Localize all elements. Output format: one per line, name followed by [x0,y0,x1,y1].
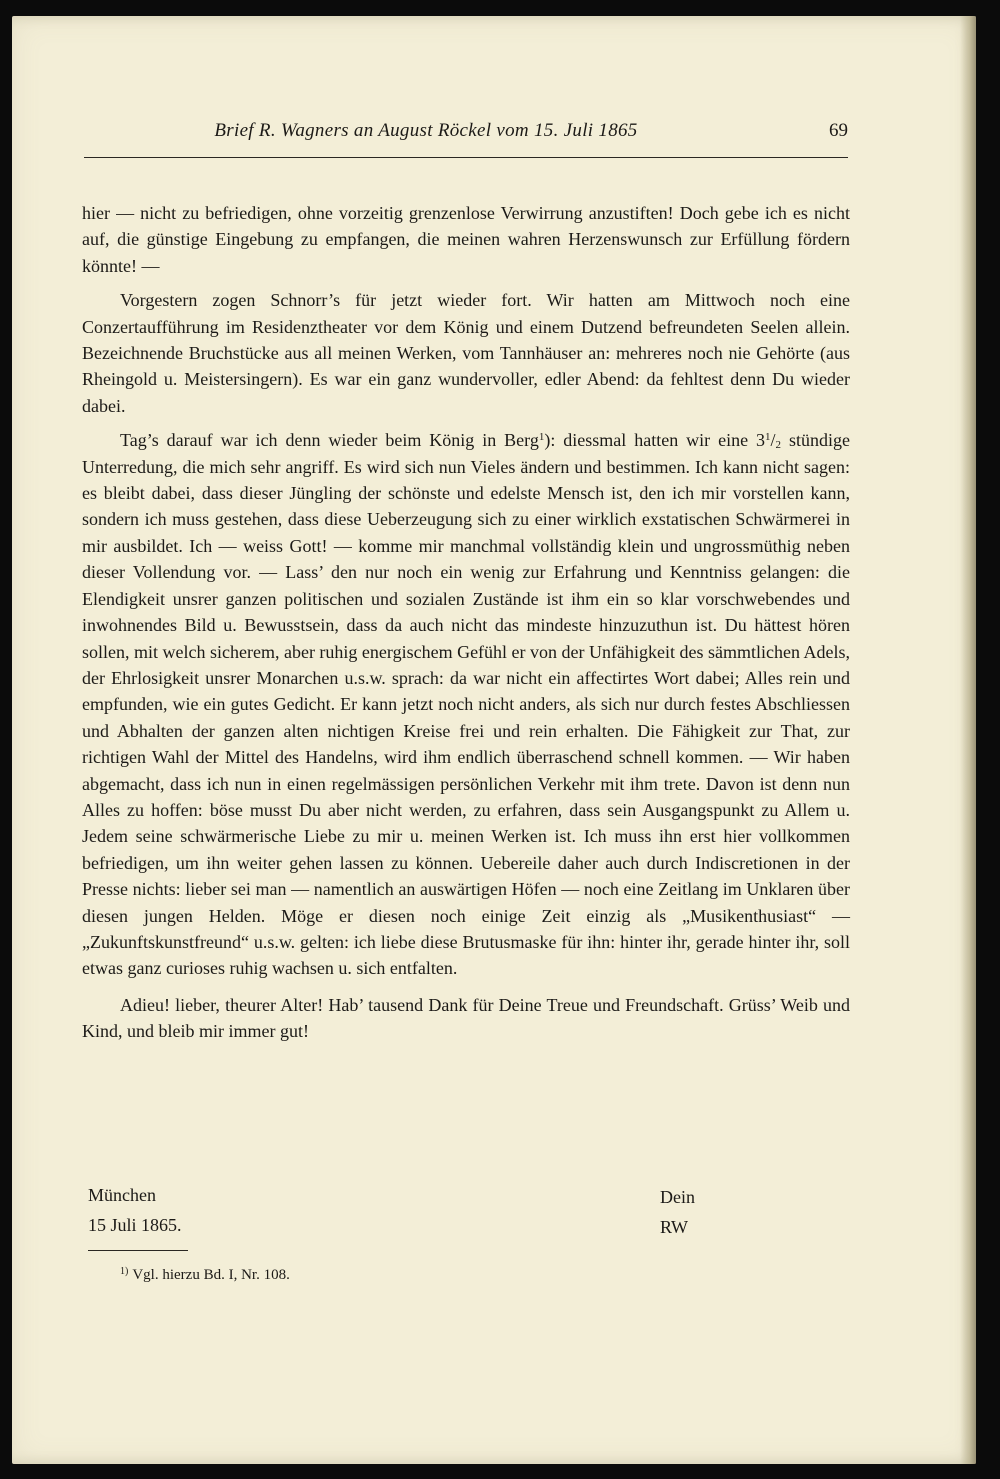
running-header [84,118,848,146]
salutation-and-signature [660,1182,695,1242]
header-rule [84,157,848,158]
closing-salutation: Dein [660,1187,695,1207]
paragraph-3 [82,427,850,982]
closing-signature: RW [660,1217,689,1237]
fraction-slash: / [770,430,776,451]
closing-date: 15 Juli 1865. [88,1215,182,1235]
place-and-date [88,1180,182,1240]
paragraph-3-part-b: ): diessmal hatten wir eine [544,430,757,451]
letter-body [82,200,850,1045]
page-spine-shadow [960,16,976,1464]
paragraph-3-part-c: stündige Unterredung, die mich sehr angriff. Es wird sich nun Vieles ändern und bestimmen. Ich kann nicht sagen: es bleibt dabei, dass dieser Jüngling der schönste und edelste Mensch ist, den ich mir vorstellen kann, sondern ich muss gestehen, dass diese Ueberzeugung sich zu einer wirklich exstatischen Schwärmerei in mir ausbildet. Ich — weiss Gott! — komme mir manchmal vollständig klein und ungrossmüthig neben dieser Vollendung vor. — Lass’ den nur noch ein wenig zur Erfahrung und Kenntniss gelangen: die Elendigkeit unsrer ganzen politischen und sozialen Zustände ist ihm ein so klar vorschwebendes und inwohnendes Bild u. Bewusstsein, dass da auch nicht das mindeste hinzuzuthun ist. Du hättest hören sollen, mit welch sicherem, aber ruhig energischem Gefühl er von der Unfähigkeit des sämmtlichen Adels, der Ehrlosigkeit unsrer Monarchen u.s.w. sprach: da war nicht ein affectirtes Wort dabei; Alles rein und empfunden, wie ein gutes Gedicht. Er kann jetzt noch nicht anders, als sich nur durch festes Abschliessen und Abhalten der ganzen alten nichtigen Kreise frei und rein erhalten. Die Fähigkeit zur That, zur richtigen Wahl der Mittel des Handelns, wird ihm endlich überraschend schnell kommen. — Wir haben abgemacht, dass ich nun in einen regelmässigen persönlichen Verkehr mit ihm trete. Davon ist denn nun Alles zu hoffen: böse musst Du aber nicht werden, zu erfahren, dass sein Ausgangspunkt zu Allem u. Jedem seine schwärmerische Liebe zu mir u. meinen Werken ist. Ich muss ihn erst hier vollkommen befriedigen, um ihn weiter gehen lassen zu können. Uebereile daher auch durch Indiscretionen in der Presse nichts: lieber sei man — namentlich an auswärtigen Höfen — noch eine Zeitlang im Unklaren über diesen jungen Helden. Möge er diesen noch einige Zeit einzig als „Musikenthusiast“ — „Zukunftskunstfreund“ u.s.w. gelten: ich liebe diese Brutusmaske für ihn: hinter ihr, gerade hinter ihr, soll etwas ganz curioses ruhig wachsen u. sich entfalten. [82,430,850,979]
fraction-numerator: 1 [765,431,771,444]
footnote-text: Vgl. hierzu Bd. I, Nr. 108. [132,1267,290,1283]
paragraph-1: hier — nicht zu befriedigen, ohne vorzeitig grenzenlose Verwirrung anzustiften! Doch gebe ich es nicht auf, die günstige Eingebung zu empfangen, die meinen wahren Herzenswunsch zur Erfüllung fördern könnte! — [82,203,850,276]
page-number: 69 [829,120,848,141]
footnote-mark: 1) [120,1266,129,1277]
footnote-rule [88,1250,188,1251]
footnote-reference: 1 [538,431,545,444]
running-header-title: Brief R. Wagners an August Röckel vom 15. Juli 1865 [214,120,638,141]
paragraph-2: Vorgestern zogen Schnorr’s für jetzt wieder fort. Wir hatten am Mittwoch noch eine Conzertaufführung im Residenztheater vor dem König und einem Dutzend befreundeten Seelen allein. Bezeichnende Bruchstücke aus all meinen Werken, vom Tannhäuser an: mehreres noch nie Gehörte (aus Rheingold u. Meistersingern). Es war ein ganz wundervoller, edler Abend: da fehltest denn Du wieder dabei. [82,290,850,416]
fraction-whole: 3 [756,430,766,451]
paragraph-4: Adieu! lieber, theurer Alter! Hab’ tausend Dank für Deine Treue und Freundschaft. Grüss’ Weib und Kind, und bleib mir immer gut! [82,994,850,1042]
paragraph-3-part-a: Tag’s darauf war ich denn wieder beim König in Berg [120,430,539,451]
fraction-denominator: 2 [775,439,782,452]
footnote [120,1266,290,1284]
closing-place: München [88,1185,156,1205]
